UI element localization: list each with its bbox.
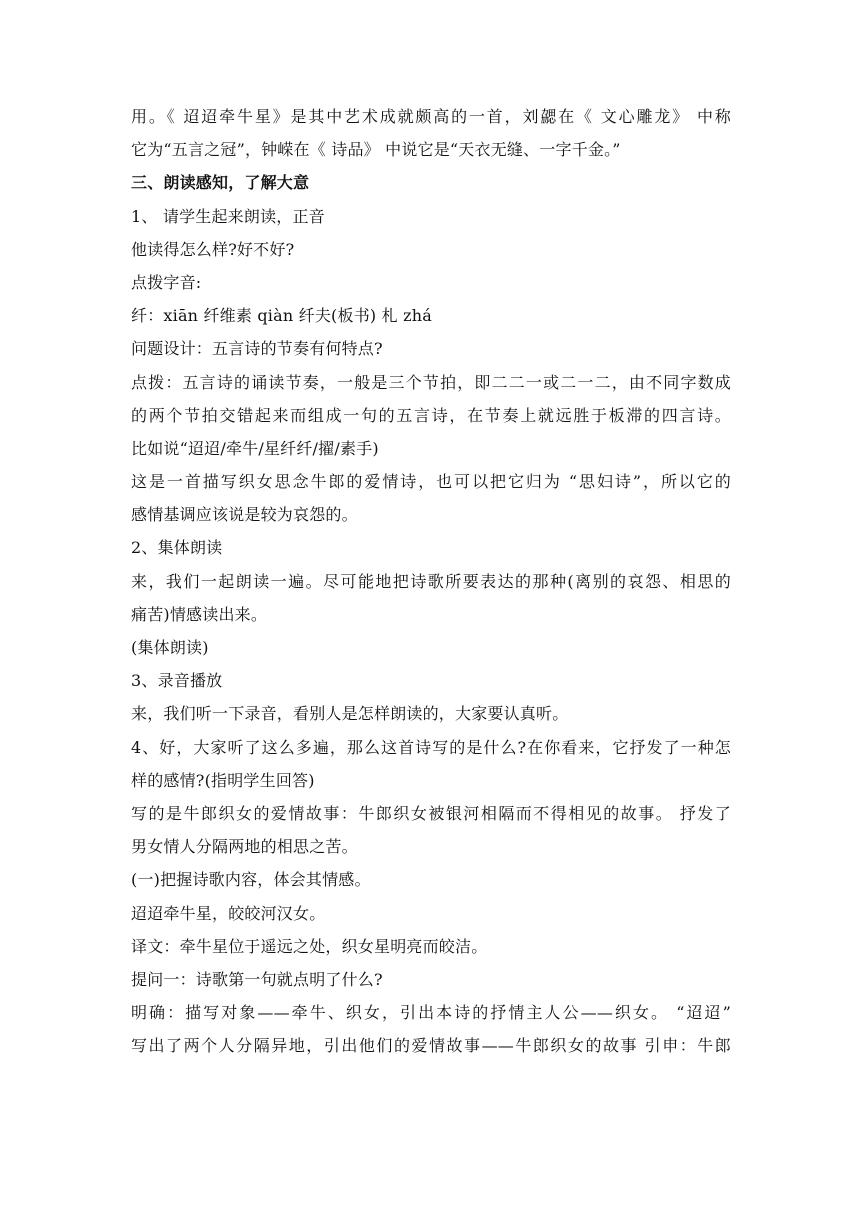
text-line: 他读得怎么样?好不好? <box>131 239 295 259</box>
text-line: (集体朗读) <box>131 638 209 657</box>
text-line: 纤：xiān 纤维素 qiàn 纤夫(板书) 札 zhá <box>131 306 432 326</box>
text-line: 译文：牵牛星位于遥远之处，织女星明亮而皎洁。 <box>131 936 488 956</box>
text-line: 1、 请学生起来朗读，正音 <box>131 206 325 226</box>
text-line: 感情基调应该说是较为哀怨的。 <box>131 505 358 525</box>
text-line: 提问一：诗歌第一句就点明了什么? <box>131 969 383 989</box>
text-line: 点拨：五言诗的诵读节奏，一般是三个节拍，即二二一或二一二，由不同字数成 <box>131 372 731 392</box>
text-line: 迢迢牵牛星，皎皎河汉女。 <box>131 903 326 923</box>
text-line: 用。《 迢迢牵牛星》是其中艺术成就颇高的一首，刘勰在《 文心雕龙》 中称 <box>131 107 731 126</box>
text-line: 4、好，大家听了这么多遍，那么这首诗写的是什么?在你看来，它抒发了一种怎 <box>131 737 731 757</box>
document-body <box>131 100 731 1062</box>
text-line: 男女情人分隔两地的相思之苦。 <box>131 837 358 857</box>
text-line: 明确：描写对象——牵牛、织女，引出本诗的抒情主人公——织女。 “迢迢” <box>131 1003 731 1023</box>
text-line: 来，我们听一下录音，看别人是怎样朗读的，大家要认真听。 <box>131 704 569 724</box>
text-line: 写的是牛郎织女的爱情故事：牛郎织女被银河相隔而不得相见的故事。 抒发了 <box>131 803 731 823</box>
text-line: 来，我们一起朗读一遍。尽可能地把诗歌所要表达的那种(离别的哀怨、相思的 <box>131 571 731 591</box>
section-heading: 三、朗读感知，了解大意 <box>131 173 310 193</box>
text-line: 的两个节拍交错起来而组成一句的五言诗，在节奏上就远胜于板滞的四言诗。 <box>131 405 731 425</box>
text-line: 问题设计：五言诗的节奏有何特点? <box>131 339 383 359</box>
text-line: 写出了两个人分隔异地，引出他们的爱情故事——牛郎织女的故事 引申：牛郎 <box>131 1036 731 1056</box>
text-line: 样的感情?(指明学生回答) <box>131 770 315 790</box>
text-line: 点拨字音: <box>131 272 202 292</box>
text-line: 这是一首描写织女思念牛郎的爱情诗，也可以把它归为 “思妇诗”，所以它的 <box>131 472 731 492</box>
text-line: 痛苦)情感读出来。 <box>131 604 268 624</box>
text-line: 比如说“迢迢/牵牛/星纤纤/擢/素手) <box>131 438 379 458</box>
text-line: 3、录音播放 <box>131 671 223 691</box>
text-line: 2、集体朗读 <box>131 538 223 558</box>
text-line: 它为“五言之冠”，钟嵘在《 诗品》 中说它是“天衣无缝、一字千金。” <box>131 140 621 160</box>
text-line: (一)把握诗歌内容，体会其情感。 <box>131 870 371 890</box>
